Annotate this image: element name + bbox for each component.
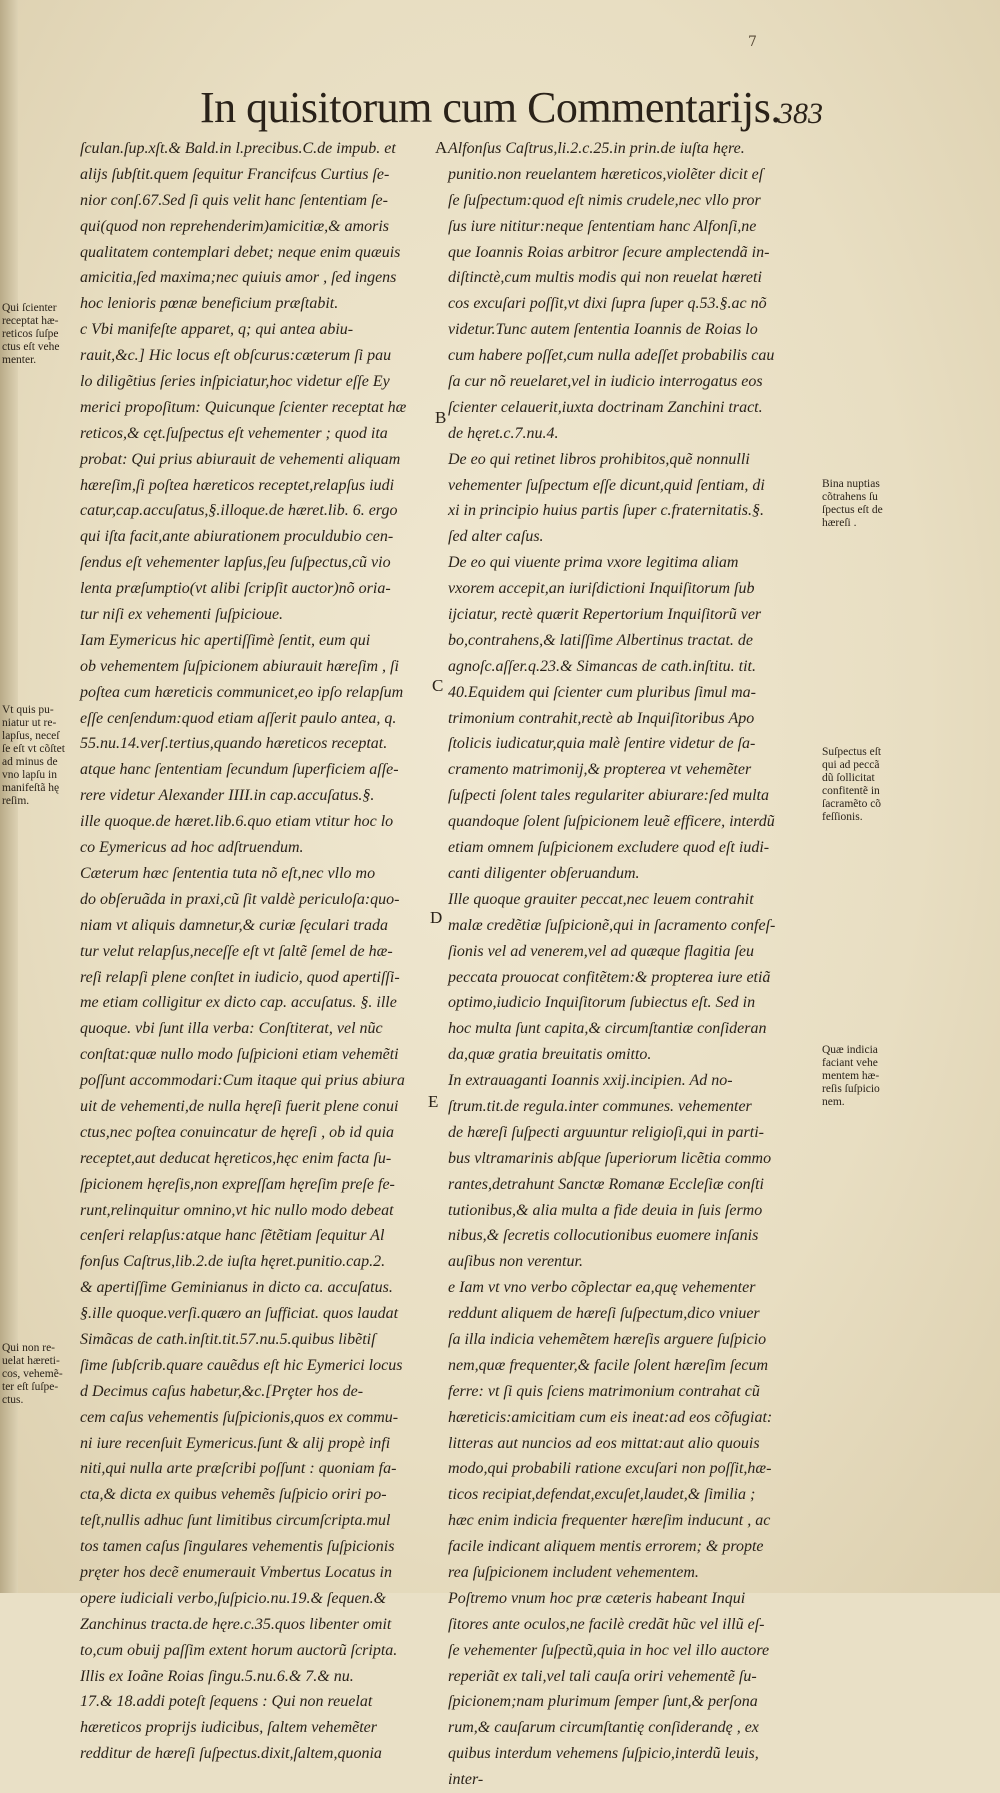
left-column-line: Illis ex Ioãne Roias ſingu.5.nu.6.& 7.& nu. — [80, 1667, 354, 1685]
right-column-line: ſuſpecti ſolent tales regulariter abiurare:ſed multa — [448, 787, 769, 805]
right-column-line: malæ credẽtiæ ſuſpicionẽ,qui in ſacramento confeſ- — [448, 916, 776, 934]
left-column-line: atque hanc ſententiam ſecundum ſuperficiem aſſe- — [80, 761, 399, 779]
left-column-line: lenta præſumptio(vt alibi ſcripſit auctor)nõ oria- — [80, 580, 391, 598]
right-column — [448, 136, 818, 1793]
right-column-line: 40.Equidem qui ſcienter cum pluribus ſimul ma- — [448, 683, 756, 701]
right-column-line: rum,& cauſarum circumſtantię conſiderandę , ex — [448, 1719, 759, 1737]
right-column-line: litteras aut nuncios ad eos mittat:aut alio quouis — [448, 1434, 760, 1452]
margin-note-vt-quis — [2, 704, 76, 808]
left-column-line: cem caſus vehementis ſuſpicionis,quos ex commu- — [80, 1408, 399, 1426]
left-column-line: rauit,&c.] Hic locus eſt obſcurus:cæterum ſi pau — [80, 347, 392, 365]
right-column-line: ſe ſuſpectum:quod eſt nimis crudele,nec vllo pror — [448, 191, 761, 209]
right-column-line: agnoſc.aſſer.q.23.& Simancas de cath.inſtitu. tit. — [448, 657, 756, 675]
left-column-line: me etiam colligitur ex dicto cap. accuſatus. §. ille — [80, 994, 397, 1012]
right-column-line: ijciatur, rectè quærit Repertorium Inquiſitorũ ver — [448, 606, 762, 624]
margin-note-line: ſe eſt vt cõſtet — [2, 743, 65, 755]
left-column-line: uit de vehementi,de nulla hęreſi fuerit plene conui — [80, 1097, 399, 1115]
right-column-line: ſus iure nititur:neque ſententiam hanc Alfonſi,ne — [448, 217, 757, 235]
margin-note-line: vno lapſu in — [2, 769, 57, 781]
right-column-line: inter- — [448, 1771, 484, 1789]
margin-note-line: Suſpectus eſt — [822, 746, 882, 758]
margin-note-line: receptat hæ- — [2, 315, 59, 327]
right-column-line: cum habere poſſet,cum nulla adeſſet probabilis cau — [448, 347, 775, 365]
right-column-line: diſtinctè,cum multis modis qui non reuelat hæreti — [448, 269, 762, 287]
left-column-line: qui(quod non reprehenderim)amicitiæ,& amoris — [80, 217, 390, 235]
left-column-line: ni iure recenſuit Eymericus.ſunt & alij propè infi — [80, 1434, 391, 1452]
right-column-line: bo,contrahens,& latiſſime Albertinus tractat. de — [448, 631, 754, 649]
margin-note-bina-nuptias — [822, 478, 922, 530]
left-column-line: teſt,nullis adhuc ſunt limitibus circumſcripta.mul — [80, 1512, 391, 1530]
left-column-line: qui iſta facit,ante abiurationem proculdubio cen- — [80, 528, 394, 546]
left-column-line: qualitatem contemplari debet; neque enim quæuis — [80, 243, 401, 261]
right-column-line: ſtrum.tit.de regula.inter communes. vehementer — [448, 1097, 752, 1115]
section-letter-a: A — [435, 138, 448, 157]
right-column-line: ſa cur nõ reuelaret,vel in iudicio interrogatus eos — [448, 373, 763, 391]
right-column-line: Alfonſus Caſtrus,li.2.c.25.in prin.de iuſta hęre. — [448, 140, 745, 157]
right-column-line: ſa illa indicia vehemẽtem hæreſis arguere ſuſpicio — [448, 1330, 767, 1348]
right-column-line: ſed alter caſus. — [448, 528, 544, 546]
margin-note-line: ctus. — [2, 1394, 24, 1406]
margin-note-line: reſim. — [2, 795, 30, 807]
right-column-line: e Iam vt vno verbo cõplectar ea,quę vehementer — [448, 1279, 756, 1297]
section-letter-d: D — [430, 908, 443, 927]
left-column-line: hæreſim,ſi poſtea hæreticos receptet,relapſus iudi — [80, 476, 395, 494]
margin-note-line: Qui non re- — [2, 1342, 56, 1354]
left-column-line: opere iudiciali verbo,ſuſpicio.nu.19.& ſequen.& — [80, 1589, 387, 1607]
margin-note-line: dũ ſollicitat — [822, 772, 875, 784]
left-column-line: merici propoſitum: Quicunque ſcienter receptat hæ — [80, 398, 407, 416]
margin-note-line: Bina nuptias — [822, 478, 880, 490]
left-column-line: lo diligẽtius ſeries inſpiciatur,hoc videtur eſſe Ey — [80, 373, 390, 391]
right-column-line: peccata prouocat confitẽtem:& propterea iure etiã — [448, 968, 771, 986]
left-column-line: ſpicionem hęreſis,non expreſſam hęreſim preſe fe- — [80, 1175, 395, 1193]
right-column-line: de hęret.c.7.nu.4. — [448, 424, 559, 442]
right-column-line: ticos recipiat,defendat,excuſet,laudet,& ſimilia ; — [448, 1486, 756, 1504]
right-column-line: hæreticis:amicitiam cum eis ineat:ad eos cõfugiat: — [448, 1408, 773, 1426]
left-column-line: niti,qui nulla arte præſcribi poſſunt : quoniam fa- — [80, 1460, 397, 1478]
left-column-line: Simãcas de cath.inſtit.tit.57.nu.5.quibus libẽtiſ — [80, 1330, 376, 1348]
left-column-line: ſculan.ſup.xſt.& Bald.in l.precibus.C.de impub. et — [80, 140, 396, 157]
right-column-line: hæc enim indicia frequenter hæreſim inducunt , ac — [448, 1512, 771, 1530]
margin-note-line: qui ad peccã — [822, 759, 880, 771]
right-column-line: reperiãt ex tali,vel tali cauſa oriri vehementẽ ſu- — [448, 1667, 757, 1685]
left-column-line: tur velut relapſus,neceſſe eſt vt ſaltẽ ſemel de hæ- — [80, 942, 393, 960]
margin-note-line: manifeſtã hę — [2, 782, 60, 794]
right-column-line: videtur.Tunc autem ſententia Ioannis de Roias lo — [448, 321, 758, 339]
margin-note-line: confitentẽ in — [822, 785, 880, 797]
left-column-line: quoque. vbi ſunt illa verba: Conſtiterat, vel nũc — [80, 1020, 383, 1038]
margin-note-line: Qui ſcienter — [2, 302, 57, 314]
left-column-line: probat: Qui prius abiurauit de vehementi aliquam — [80, 450, 401, 468]
right-column-line: ſcienter celauerit,iuxta doctrinam Zanchini tract. — [448, 398, 763, 416]
right-column-line: da,quæ gratia breuitatis omitto. — [448, 1046, 652, 1064]
margin-note-line: hæreſi . — [822, 517, 857, 529]
right-column-line: ſionis vel ad venerem,vel ad quæque flagitia ſeu — [448, 942, 754, 960]
left-column-line: Zanchinus tracta.de hęre.c.35.quos libenter omit — [80, 1615, 392, 1633]
left-column-line: ſendus eſt vehementer lapſus,ſeu ſuſpectus,cũ vio — [80, 554, 391, 572]
left-column-line: nior conſ.67.Sed ſi quis velit hanc ſententiam ſe- — [80, 191, 388, 209]
margin-note-line: niatur ut re- — [2, 717, 57, 729]
right-column-line: rea ſuſpicionem includent vehementem. — [448, 1563, 699, 1581]
margin-note-line: mentem hæ- — [822, 1070, 880, 1082]
right-column-line: cos excuſari poſſit,vt dixi ſupra ſuper q.53.§.ac nõ — [448, 295, 767, 313]
right-column-line: punitio.non reuelantem hæreticos,violẽter dicit eſ — [448, 165, 764, 183]
right-column-line: auſibus non verentur. — [448, 1253, 583, 1271]
left-column-line: Cæterum hæc ſententia tuta nõ eſt,nec vllo mo — [80, 864, 376, 882]
left-column-line: co Eymericus ad hoc adſtruendum. — [80, 839, 304, 857]
margin-note-line: menter. — [2, 354, 37, 366]
left-column-line: c Vbi manifeſte apparet, q; qui antea abiu- — [80, 321, 354, 339]
margin-note-line: ter eſt ſuſpe- — [2, 1381, 59, 1393]
margin-note-line: uelat hæreti- — [2, 1355, 60, 1367]
corner-mark: 7 — [748, 34, 757, 50]
right-column-line: ſpicionem;nam plurimum ſemper ſunt,& perſona — [448, 1693, 758, 1711]
left-column-line: amicitia,ſed maxima;nec quiuis amor , ſed ingens — [80, 269, 397, 287]
left-column-line: ob vehementem ſuſpicionem abiurauit hæreſim , ſi — [80, 657, 399, 675]
left-column-line: do obſeruãda in praxi,cũ ſit valdè periculoſa:quo- — [80, 890, 400, 908]
margin-note-qui-non-revelat — [2, 1342, 76, 1407]
left-column-line: redditur de hæreſi ſuſpectus.dixit,ſaltem,quonia — [80, 1745, 382, 1763]
page-number: 383 — [778, 97, 823, 130]
right-column-line: vxorem accepit,an iuriſdictioni Inquiſitorum ſub — [448, 580, 755, 598]
left-column-line: conſtat:quæ nullo modo ſuſpicioni etiam vehemẽti — [80, 1046, 399, 1064]
right-column-line: Poſtremo vnum hoc præ cæteris habeant Inqui — [448, 1589, 746, 1607]
right-column-line: de hæreſi ſuſpecti arguuntur religioſi,qui in parti- — [448, 1123, 764, 1141]
right-column-line: In extrauaganti Ioannis xxij.incipien. Ad no- — [448, 1072, 733, 1090]
margin-note-qui-scienter — [2, 302, 76, 367]
margin-note-line: ſpectus eſt de — [822, 504, 883, 516]
left-column-line: runt,relinquitur omnino,vt hic nullo modo debeat — [80, 1201, 394, 1219]
right-column-line: xi in principio huius partis ſuper c.fraternitatis.§. — [448, 502, 764, 520]
right-column-line: hoc multa ſunt capita,& circumſtantiæ conſideran — [448, 1020, 767, 1038]
right-column-line: bus vltramarinis abſque ſuperiorum licẽtia commo — [448, 1149, 772, 1167]
right-column-line: De eo qui viuente prima vxore legitima aliam — [448, 554, 739, 572]
section-letter-b: B — [435, 408, 447, 427]
left-column-line: alijs ſubſtit.quem ſequitur Francifcus Curtius ſe- — [80, 165, 390, 183]
right-column-line: ferre: vt ſi quis ſciens matrimonium contrahat cũ — [448, 1382, 760, 1400]
right-column-line: reddunt aliquem de hæreſi ſuſpectum,dico vniuer — [448, 1305, 760, 1323]
left-column-line: cenſeri relapſus:atque hanc ſẽtẽtiam ſequitur Al — [80, 1227, 385, 1245]
right-column-line: trimonium contrahit,rectè ab Inquiſitoribus Apo — [448, 709, 755, 727]
right-column-line: que Ioannis Roias arbitror ſecure amplectendã in- — [448, 243, 770, 261]
margin-note-line: cõtrahens ſu — [822, 491, 878, 503]
left-column-line: catur,cap.accuſatus,§.illoque.de hæret.lib. 6. ergo — [80, 502, 398, 520]
right-column-line: facile indicant aliquem mentis errorem; & propte — [448, 1538, 764, 1556]
margin-note-line: reticos ſuſpe — [2, 328, 59, 340]
left-column — [80, 136, 430, 1767]
left-column-line: ctus,nec poſtea conuincatur de hęreſi , ob id quia — [80, 1123, 395, 1141]
margin-note-line: ctus eſt vehe — [2, 341, 60, 353]
left-column-line: §.ille quoque.verſi.quæro an ſufficiat. quos laudat — [80, 1305, 399, 1323]
section-letter-e: E — [428, 1092, 439, 1111]
left-column-line: poſtea cum hæreticis communicet,eo ipſo relapſum — [80, 683, 404, 701]
right-column-line: modo,qui probabili ratione excuſari non poſſit,hæ- — [448, 1460, 772, 1478]
margin-note-quae-indicia — [822, 1044, 922, 1109]
right-column-line: nibus,& ſecretis collocutionibus euomere inſanis — [448, 1227, 759, 1245]
right-column-line: vehementer ſuſpectum eſſe dicunt,quid ſentiam, di — [448, 476, 765, 494]
left-column-line: d Decimus caſus habetur,&c.[Prȩter hos de- — [80, 1382, 364, 1400]
margin-note-line: ſacramẽto cõ — [822, 798, 882, 810]
left-column-line: pręter hos decẽ enumerauit Vmbertus Locatus in — [80, 1563, 392, 1581]
running-head: In quisitorum cum Commentarijs. — [200, 83, 781, 132]
right-column-line: rantes,detrahunt Sanctæ Romanæ Eccleſiæ conſti — [448, 1175, 764, 1193]
right-column-line: ſtolicis iudicatur,quia malè ſentire videtur de ſa- — [448, 735, 756, 753]
margin-note-suspectus-qui — [822, 746, 922, 824]
left-column-line: fonſus Caſtrus,lib.2.de iuſta hęret.punitio.cap.2. — [80, 1253, 386, 1271]
margin-note-line: Quæ indicia — [822, 1044, 878, 1056]
margin-note-line: Vt quis pu- — [2, 704, 54, 716]
right-column-line: nem,quæ frequenter,& facile ſolent hæreſim ſecum — [448, 1356, 769, 1374]
left-column-line: rere videtur Alexander IIII.in cap.accuſatus.§. — [80, 787, 375, 805]
margin-note-line: ad minus de — [2, 756, 58, 768]
right-column-line: etiam omnem ſuſpicionem excludere quod eſt iudi- — [448, 839, 770, 857]
left-column-line: receptet,aut deducat hęreticos,hęc enim facta ſu- — [80, 1149, 392, 1167]
margin-note-line: lapſus, neceſ — [2, 730, 60, 742]
right-column-line: quibus interdum vehemens ſuſpicio,interdũ leuis, — [448, 1745, 759, 1763]
left-column-line: reſi relapſi plene conſtet in iudicio, quod apertiſſi- — [80, 968, 400, 986]
left-column-line: eſſe cenſendum:quod etiam aſſerit paulo antea, q. — [80, 709, 397, 727]
margin-note-line: faciant vehe — [822, 1057, 878, 1069]
left-column-line: niam vt aliquis damnetur,& curiæ ſęculari trada — [80, 916, 388, 934]
margin-note-line: feſſionis. — [822, 811, 863, 823]
margin-note-line: cos, vehemẽ- — [2, 1368, 63, 1380]
right-column-line: quandoque ſolent ſuſpicionem leuẽ efficere, interdũ — [448, 813, 775, 831]
left-column-line: Iam Eymericus hic apertiſſimè ſentit, eum qui — [80, 631, 371, 649]
left-column-line: 17.& 18.addi poteſt ſequens : Qui non reuelat — [80, 1693, 373, 1711]
margin-note-line: nem. — [822, 1096, 845, 1108]
left-column-line: to,cum obuij paſſim extent horum auctorũ ſcripta. — [80, 1641, 398, 1659]
right-column-line: cramento matrimonij,& propterea vt vehemẽter — [448, 761, 752, 779]
right-column-line: canti diligenter obſeruandum. — [448, 864, 640, 882]
left-column-line: reticos,& cęt.ſuſpectus eſt vehementer ; quod ita — [80, 424, 388, 442]
right-column-line: optimo,iudicio Inquiſitorum ſubiectus eſt. Sed in — [448, 994, 756, 1012]
right-column-line: ſitores ante oculos,ne facilè credãt hũc vel illũ eſ- — [448, 1615, 765, 1633]
section-letter-c: C — [432, 676, 444, 695]
margin-note-line: reſis ſuſpicio — [822, 1083, 880, 1095]
left-column-line: poſſunt accommodari:Cum itaque qui prius abiura — [80, 1072, 405, 1090]
left-column-line: cta,& dicta ex quibus vehemẽs ſuſpicio oriri po- — [80, 1486, 387, 1504]
left-column-line: ſime ſubſcrib.quare cauẽdus eſt hic Eymerici locus — [80, 1356, 403, 1374]
left-column-line: tos tamen caſus ſingulares vehementis ſuſpicionis — [80, 1538, 395, 1556]
right-column-line: De eo qui retinet libros prohibitos,quẽ nonnulli — [448, 450, 750, 468]
left-column-line: & apertiſſime Geminianus in dicto ca. accuſatus. — [80, 1279, 393, 1297]
left-column-line: 55.nu.14.verſ.tertius,quando hæreticos receptat. — [80, 735, 388, 753]
left-column-line: hæreticos proprijs iudicibus, ſaltem vehemẽter — [80, 1719, 377, 1737]
left-column-line: tur niſi ex vehementi ſuſpicioue. — [80, 606, 284, 624]
right-column-line: Ille quoque grauiter peccat,nec leuem contrahit — [448, 890, 754, 908]
right-column-line: tutionibus,& alia multa a fide deuia in ſuis ſermo — [448, 1201, 763, 1219]
right-column-line: ſe vehementer ſuſpectũ,quia in hoc vel illo auctore — [448, 1641, 770, 1659]
left-column-line: hoc lenioris pœnæ beneficium præſtabit. — [80, 295, 339, 313]
left-column-line: ille quoque.de hæret.lib.6.quo etiam vtitur hoc lo — [80, 813, 394, 831]
